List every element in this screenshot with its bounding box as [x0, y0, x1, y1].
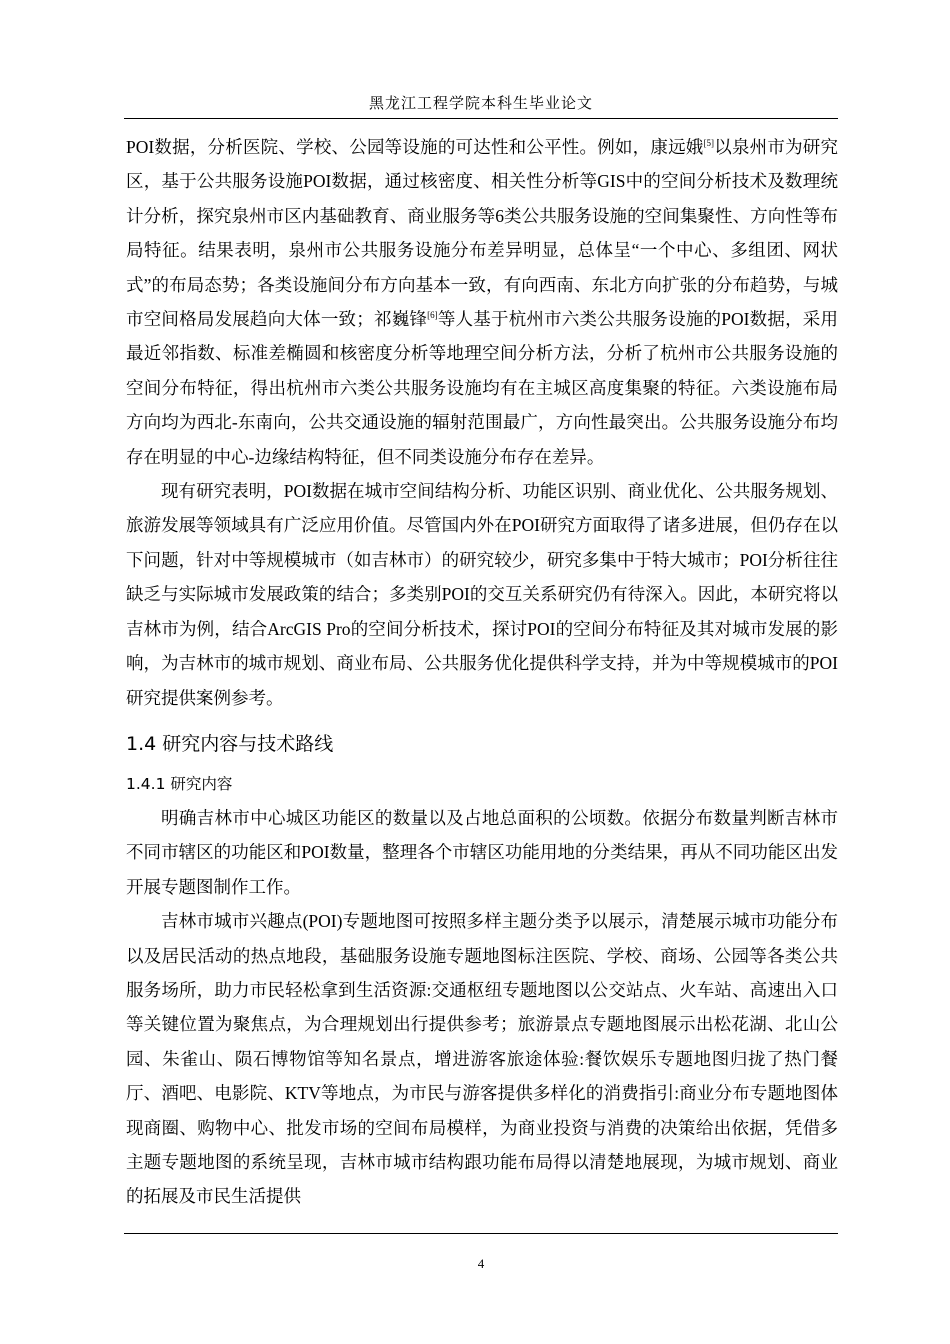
paragraph-1-text-c: 等人基于杭州市六类公共服务设施的POI数据，采用最近邻指数、标准差椭圆和核密度分析等地理空间分析方法，分析了杭州市公共服务设施的空间分布特征，得出杭州市六类公共服务设施均有在主城区高度集聚的特征。六类设施布局方向均为西北-东南向，公共交通设施的辐射范围最广，方向性最突出。公共服务设施分布均存在明显的中心-边缘结构特征，但不同类设施分布存在差异。: [126, 309, 839, 467]
running-header: 黑龙江工程学院本科生毕业论文: [368, 94, 593, 112]
body-text: [126, 130, 838, 1214]
paragraph-1-text-a: POI数据，分析医院、学校、公园等设施的可达性和公平性。例如，康远娥: [126, 137, 704, 157]
subsection-heading: 1.4.1 研究内容: [126, 774, 233, 793]
header-rule: [124, 118, 838, 119]
paragraph-4: 吉林市城市兴趣点(POI)专题地图可按照多样主题分类予以展示，清楚展示城市功能分布以及居民活动的热点地段，基础服务设施专题地图标注医院、学校、商场、公园等各类公共服务场所，助力市民轻松拿到生活资源:交通枢纽专题地图以公交站点、火车站、高速出入口等关键位置为聚焦点，为合理规划出行提供参考；旅游景点专题地图展示出松花湖、北山公园、朱雀山、陨石博物馆等知名景点，增进游客旅途体验:餐饮娱乐专题地图归拢了热门餐厅、酒吧、电影院、KTV等地点，为市民与游客提供多样化的消费指引:商业分布专题地图体现商圈、购物中心、批发市场的空间布局模样，为商业投资与消费的决策给出依据，凭借多主题专题地图的系统呈现，吉林市城市结构跟功能布局得以清楚地展现，为城市规划、商业的拓展及市民生活提供: [126, 911, 838, 1207]
paragraph-3: 明确吉林市中心城区功能区的数量以及占地总面积的公顷数。依据分布数量判断吉林市不同市辖区的功能区和POI数量，整理各个市辖区功能用地的分类结果，再从不同功能区出发开展专题图制作工作。: [126, 807, 838, 897]
paragraph-1: [126, 130, 838, 474]
citation-6: [6]: [427, 310, 438, 321]
page-number: 4: [477, 1256, 485, 1271]
citation-5: [5]: [703, 138, 715, 148]
section-heading: 1.4 研究内容与技术路线: [126, 732, 334, 755]
paragraph-2: 现有研究表明，POI数据在城市空间结构分析、功能区识别、商业优化、公共服务规划、旅游发展等领域具有广泛应用价值。尽管国内外在POI研究方面取得了诸多进展，但仍存在以下问题，针对中等规模城市（如吉林市）的研究较少，研究多集中于特大城市；POI分析往往缺乏与实际城市发展政策的结合；多类别POI的交互关系研究仍有待深入。因此，本研究将以吉林市为例，结合ArcGIS Pro的空间分析技术，探讨POI的空间分布特征及其对城市发展的影响，为吉林市的城市规划、商业布局、公共服务优化提供科学支持，并为中等规模城市的POI研究提供案例参考。: [126, 481, 838, 708]
paragraph-1-text-b: 以泉州市为研究区，基于公共服务设施POI数据，通过核密度、相关性分析等GIS中的空间分析技术及数理统计分析，探究泉州市区内基础教育、商业服务等6类公共服务设施的空间集聚性、方向性等布局特征。结果表明，泉州市公共服务设施分布差异明显，总体呈“一个中心、多组团、网状式”的布局态势；各类设施间分布方向基本一致，有向西南、东北方向扩张的分布趋势，与城市空间格局发展趋向大体一致；祁巍锋: [126, 137, 839, 330]
footer-rule: [124, 1233, 838, 1234]
